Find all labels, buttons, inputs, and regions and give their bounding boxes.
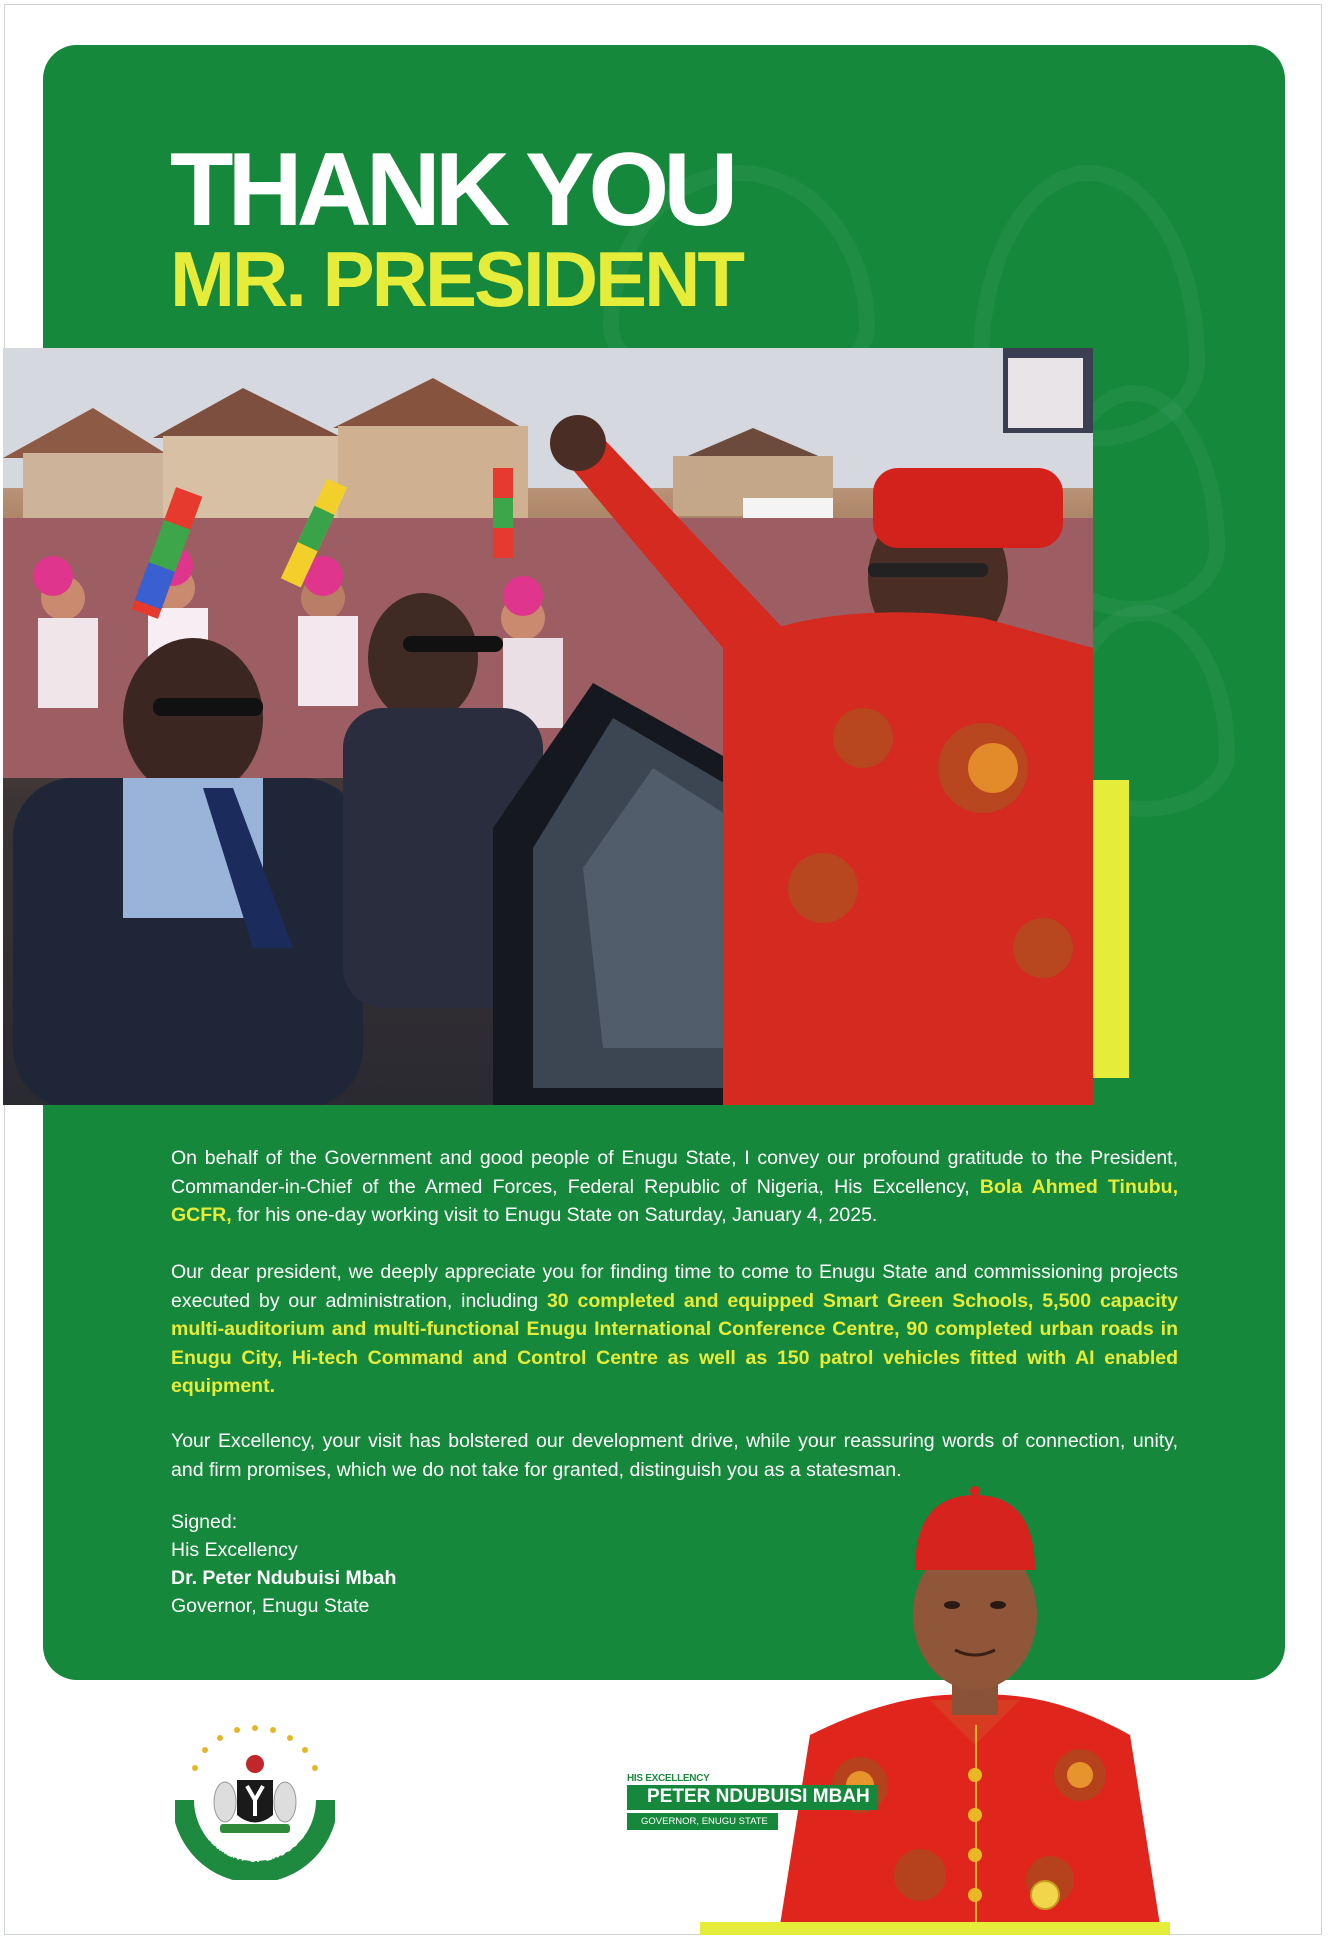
president-name-highlight: Bola Ahmed Tinubu, GCFR, bbox=[171, 1175, 1179, 1226]
signer-title: Governor, Enugu State bbox=[171, 1595, 370, 1617]
caption-name: PETER NDUBUISI MBAH bbox=[627, 1785, 878, 1810]
letter-p1-text-b: for his one-day working visit to Enugu State on Saturday, January 4, 2025. bbox=[231, 1204, 878, 1226]
title-mr-president: MR. PRESIDENT bbox=[170, 235, 743, 323]
governor-caption bbox=[627, 1773, 878, 1830]
yellow-accent-bar bbox=[1093, 780, 1129, 1078]
letter-paragraph-2 bbox=[171, 1258, 1178, 1401]
signature-block bbox=[171, 1508, 396, 1620]
title-thank-you: THANK YOU bbox=[170, 132, 733, 248]
seal-text: GOVERNMENT OF ENUGU STATE bbox=[192, 1809, 318, 1866]
enugu-state-seal bbox=[175, 1720, 335, 1880]
letter-p1-text-a: On behalf of the Government and good people of Enugu State, I convey our profound gratitude to the President, Commander-in-Chief of the Armed Forces, Federal Republic of Nigeria, His Excellency, bbox=[171, 1147, 1178, 1198]
projects-highlight: 30 completed and equipped Smart Green Schools, 5,500 capacity multi-auditorium and multi-functional Enugu International Conference Centre, 90 completed urban roads in Enugu City, Hi-tech Command and Control Centre as well as 150 patrol vehicles fitted with AI enabled equipment. bbox=[171, 1289, 1178, 1397]
governor-portrait-illustration bbox=[780, 1485, 1170, 1925]
photo-illustration bbox=[3, 348, 1093, 1105]
coat-of-arms-icon bbox=[175, 1720, 335, 1880]
caption-honorific: HIS EXCELLENCY bbox=[627, 1773, 710, 1784]
caption-title: GOVERNOR, ENUGU STATE bbox=[627, 1813, 778, 1830]
governor-portrait bbox=[780, 1485, 1170, 1925]
signer-name: Dr. Peter Ndubuisi Mbah bbox=[171, 1567, 397, 1589]
signed-label: Signed: bbox=[171, 1511, 238, 1533]
letter-paragraph-3: Your Excellency, your visit has bolstered our development drive, while your reassuring words of connection, unity, and firm promises, which we do not take for granted, distinguish you as a statesman. bbox=[171, 1430, 1178, 1481]
event-photo bbox=[3, 348, 1093, 1105]
signer-honorific: His Excellency bbox=[171, 1539, 298, 1561]
bottom-accent-bar bbox=[700, 1922, 1170, 1935]
letter-p2-text: Our dear president, we deeply appreciate you for finding time to come to Enugu State and commissioning projects executed by our administration, including bbox=[171, 1261, 1178, 1312]
letter-paragraph-1 bbox=[171, 1144, 1178, 1230]
